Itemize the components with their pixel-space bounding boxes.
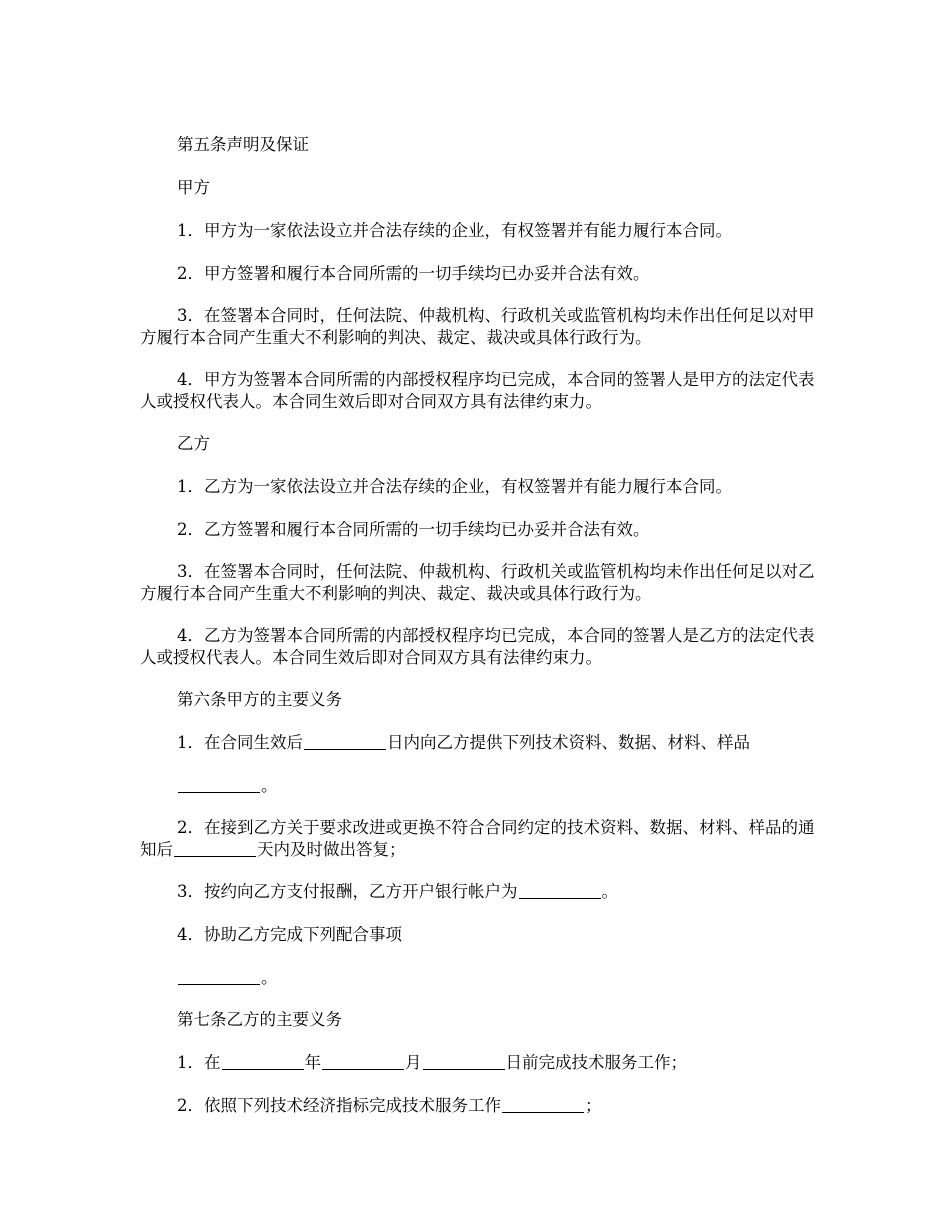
article-5-title: 第五条声明及保证: [177, 135, 309, 154]
clause-text: 2．依照下列技术经济指标完成技术服务工作: [177, 1096, 501, 1115]
article-6-clause-4-items: [140, 967, 820, 989]
clause-text: 天内及时做出答复；: [257, 840, 406, 859]
article-7-clause-2: [140, 1095, 820, 1117]
fill-blank-cooperation[interactable]: [178, 968, 260, 985]
fill-blank-day[interactable]: [423, 1053, 505, 1070]
clause-text: 。: [261, 776, 278, 795]
fill-blank-month[interactable]: [322, 1053, 404, 1070]
party-b-heading: 乙方: [177, 434, 210, 453]
fill-blank-days[interactable]: [304, 733, 386, 750]
fill-blank-year[interactable]: [222, 1053, 304, 1070]
clause-text: 月: [405, 1053, 422, 1072]
fill-blank-indicators[interactable]: [502, 1096, 584, 1113]
fill-blank-reply-days[interactable]: [174, 840, 256, 857]
clause-text: 。: [261, 968, 278, 987]
party-a-clause-1: 1．甲方为一家依法设立并合法存续的企业，有权签署并有能力履行本合同。: [177, 221, 732, 240]
article-6-clause-1: [140, 732, 820, 754]
article-6-title: 第六条甲方的主要义务: [177, 690, 342, 709]
article-6-clause-3: [140, 881, 820, 903]
party-b-clause-2: 2．乙方签署和履行本合同所需的一切手续均已办妥并合法有效。: [177, 520, 650, 539]
party-a-clause-4: 4．甲方为签署本合同所需的内部授权程序均已完成，本合同的签署人是甲方的法定代表人或授权代表人。本合同生效后即对合同双方具有法律约束力。: [140, 370, 815, 411]
clause-text: 3．按约向乙方支付报酬，乙方开户银行帐户为: [177, 882, 518, 901]
party-a-clause-3: 3．在签署本合同时，任何法院、仲裁机构、行政机关或监管机构均未作出任何足以对甲方履行本合同产生重大不利影响的判决、裁定、裁决或具体行政行为。: [140, 306, 815, 347]
clause-text: 。: [601, 882, 618, 901]
clause-text: 2．在接到乙方关于要求改进或更换不符合合同约定的技术资料、数据、材料、样品的通知后: [140, 818, 815, 859]
party-a-clause-2: 2．甲方签署和履行本合同所需的一切手续均已办妥并合法有效。: [177, 264, 650, 283]
article-7-clause-1: [140, 1052, 820, 1074]
clause-text: 年: [304, 1053, 321, 1072]
fill-blank-materials[interactable]: [178, 776, 260, 793]
clause-text: 日内向乙方提供下列技术资料、数据、材料、样品: [387, 733, 750, 752]
clause-text: 日前完成技术服务工作；: [505, 1053, 687, 1072]
clause-text: 1．在合同生效后: [177, 733, 303, 752]
article-6-clause-2: [140, 817, 820, 861]
clause-text: ；: [585, 1096, 602, 1115]
party-b-clause-3: 3．在签署本合同时，任何法院、仲裁机构、行政机关或监管机构均未作出任何足以对乙方履行本合同产生重大不利影响的判决、裁定、裁决或具体行政行为。: [140, 562, 815, 603]
clause-text: 1．在: [177, 1053, 221, 1072]
party-b-clause-1: 1．乙方为一家依法设立并合法存续的企业，有权签署并有能力履行本合同。: [177, 477, 732, 496]
party-b-clause-4: 4．乙方为签署本合同所需的内部授权程序均已完成，本合同的签署人是乙方的法定代表人或授权代表人。本合同生效后即对合同双方具有法律约束力。: [140, 626, 815, 667]
article-6-clause-4: 4．协助乙方完成下列配合事项: [177, 925, 402, 944]
article-6-clause-1-materials: [140, 775, 820, 797]
article-7-title: 第七条乙方的主要义务: [177, 1010, 342, 1029]
party-a-heading: 甲方: [177, 178, 210, 197]
fill-blank-bank-account[interactable]: [519, 882, 601, 899]
